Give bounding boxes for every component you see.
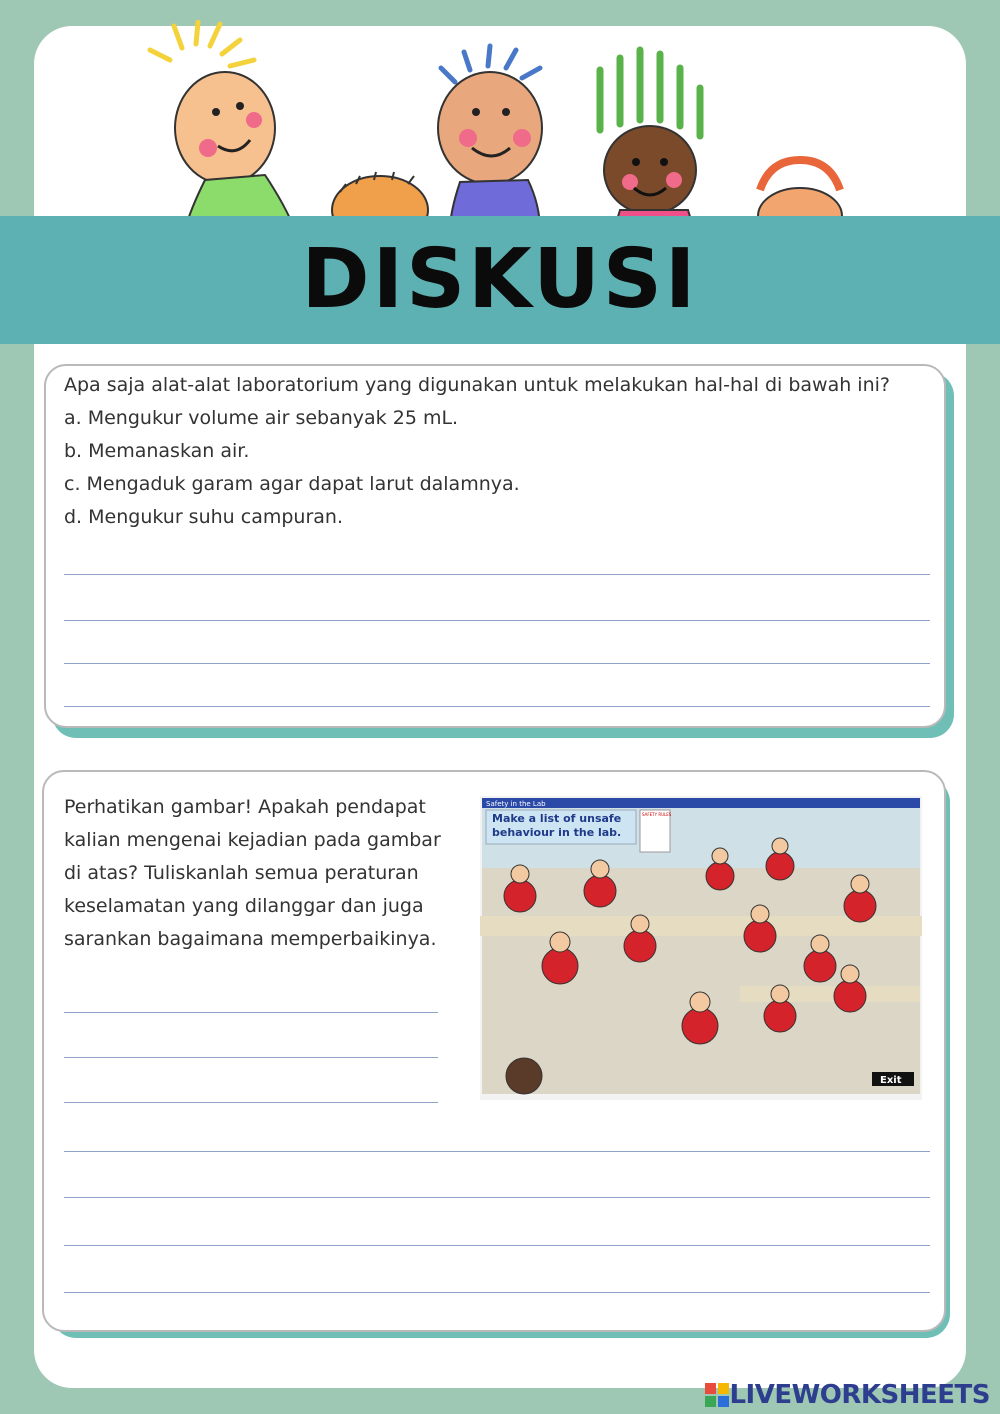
question-1-item-d: d. Mengukur suhu campuran. [64,506,343,528]
child-blonde [150,22,295,230]
answer-line-4[interactable] [64,706,930,707]
question-1-item-a: a. Mengukur volume air sebanyak 25 mL. [64,407,459,429]
image-exit-button: Exit [880,1075,902,1086]
page-title: DISKUSI [301,232,699,327]
image-caption-line-2: behaviour in the lab. [492,826,622,839]
liveworksheets-logo-icon [705,1383,729,1407]
question-2-line-1: Perhatikan gambar! Apakah pendapat [64,796,426,818]
question-1-item-b: b. Memanaskan air. [64,440,250,462]
question-2-line-3: di atas? Tuliskanlah semua peraturan [64,862,419,884]
safety-sign: SAFETY RULES [642,812,672,817]
footer-brand [705,1380,990,1410]
answer-line-10[interactable] [64,1245,930,1246]
child-green-hair [600,50,700,230]
image-header: Safety in the Lab [486,800,546,808]
answer-line-8[interactable] [64,1151,930,1152]
answer-line-6[interactable] [64,1057,438,1058]
answer-line-11[interactable] [64,1292,930,1293]
answer-line-2[interactable] [64,620,930,621]
lab-safety-image [480,796,922,1100]
question-1-item-c: c. Mengaduk garam agar dapat larut dalamnya. [64,473,520,495]
answer-line-5[interactable] [64,1012,438,1013]
question-2-line-2: kalian mengenai kejadian pada gambar [64,829,441,851]
answer-line-3[interactable] [64,663,930,664]
question-2-line-4: keselamatan yang dilanggar dan juga [64,895,424,917]
question-2-line-5: sarankan bagaimana memperbaikinya. [64,928,437,950]
answer-line-9[interactable] [64,1197,930,1198]
children-illustration [130,20,890,230]
question-1-prompt: Apa saja alat-alat laboratorium yang digunakan untuk melakukan hal-hal di bawah ini? [64,374,890,396]
image-caption-line-1: Make a list of unsafe [492,812,622,825]
title-banner [0,216,1000,344]
footer-brand-text: LIVEWORKSHEETS [729,1380,990,1410]
answer-line-1[interactable] [64,574,930,575]
answer-line-7[interactable] [64,1102,438,1103]
child-brown [438,46,542,230]
